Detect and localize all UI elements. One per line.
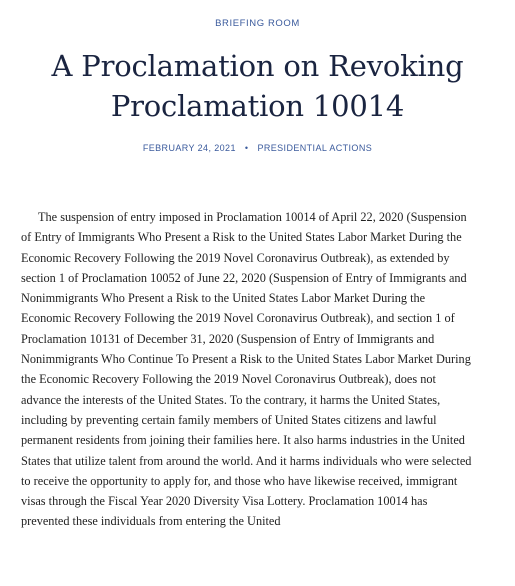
publish-date: FEBRUARY 24, 2021 — [142, 143, 236, 153]
category-link[interactable]: PRESIDENTIAL ACTIONS — [257, 143, 373, 153]
article-body: The suspension of entry imposed in Proclamation 10014 of April 22, 2020 (Suspension of Entry of Immigrants Who Present a Risk to the United States Labor Market During the Economic Recovery Following the 2019 Novel Coronavirus Outbreak), as extended by section 1 of Proclamation 10052 of June 22, 2020 (Suspension of Entry of Immigrants and Nonimmigrants Who Present a Risk to the United States Labor Market During the Economic Recovery Following the 2019 Novel Coronavirus Outbreak), and section 1 of Proclamation 10131 of December 31, 2020 (Suspension of Entry of Immigrants and Nonimmigrants Who Continue To Present a Risk to the United States Labor Market During the Economic Recovery Following the 2019 Novel Coronavirus Outbreak), does not advance the interests of the United States. To the contrary, it harms the United States, including by preventing certain family members of United States citizens and lawful permanent residents from joining their families here. It also harms industries in the United States that utilize talent from around the world. And it harms individuals who were selected to receive the opportunity to apply for, and those who have likewise received, immigrant visas through the Fiscal Year 2020 Diversity Visa Lottery. Proclamation 10014 has prevented these individuals from entering the United — [21, 210, 472, 529]
page-title-text: A Proclamation on Revoking Proclamation 10014 — [51, 49, 464, 123]
meta-separator: • — [244, 143, 249, 153]
page-title — [0, 46, 515, 126]
briefing-room-link[interactable]: BRIEFING ROOM — [215, 18, 300, 29]
article-meta — [0, 143, 515, 153]
